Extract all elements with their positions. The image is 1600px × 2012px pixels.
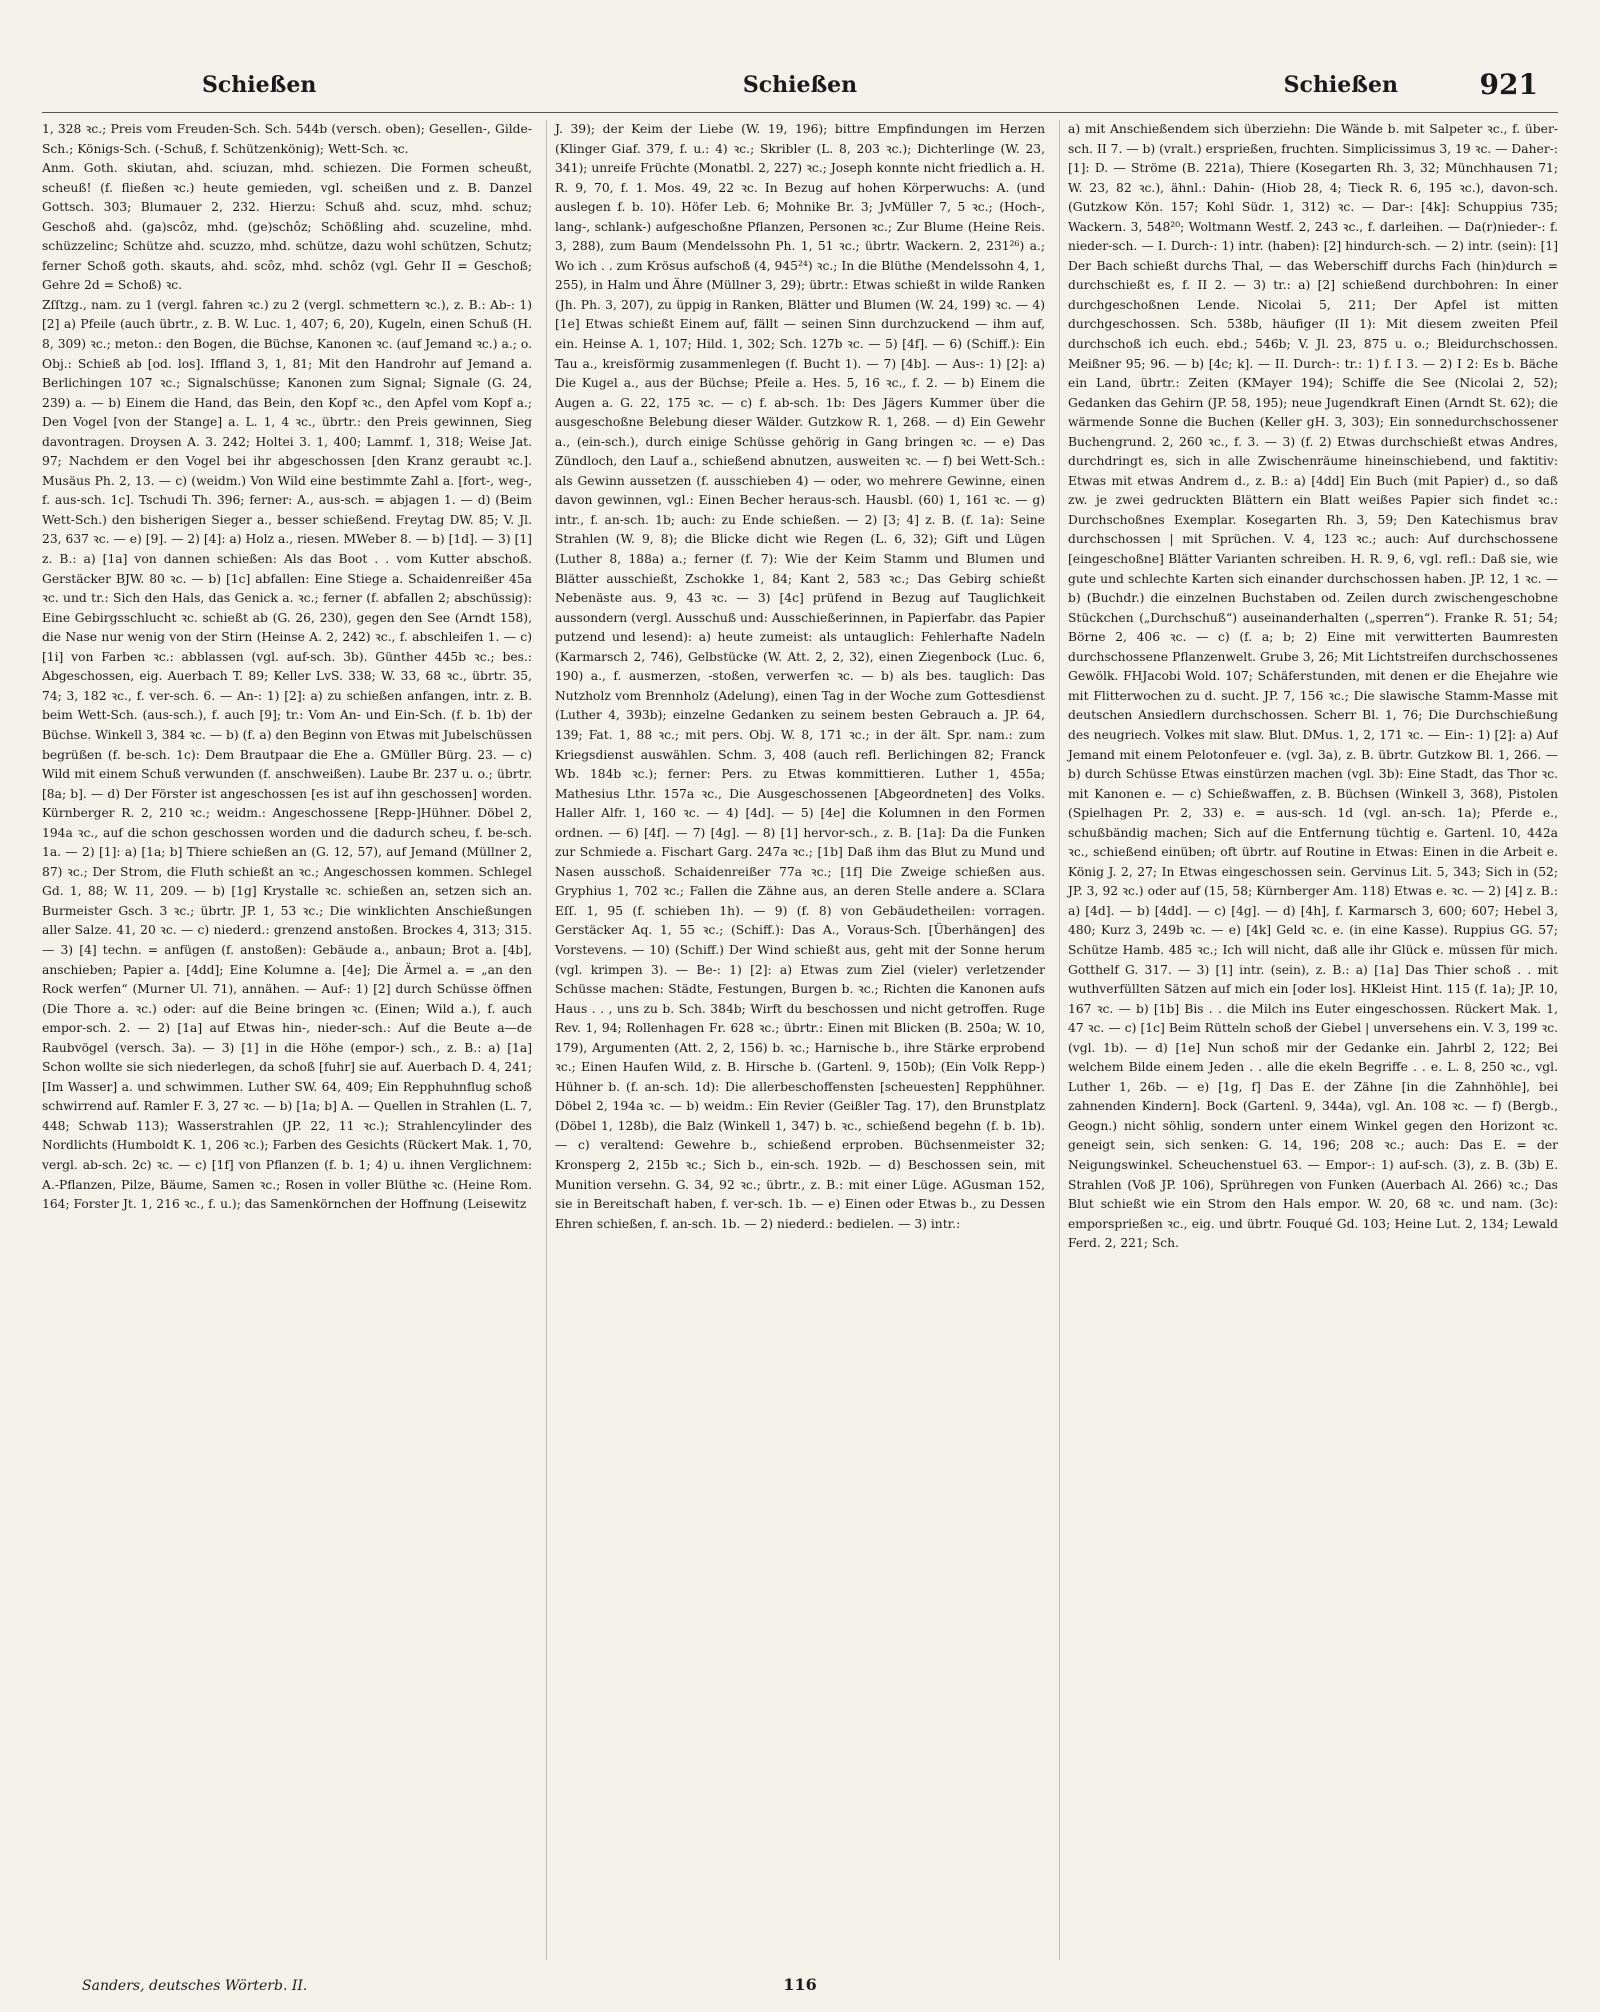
column-right <box>1059 120 1558 1960</box>
column-left <box>42 120 532 1960</box>
header-center-keyword: Schießen <box>742 72 858 98</box>
footer-signature-mark: 116 <box>783 1975 817 1994</box>
header-rule <box>42 112 1558 113</box>
footer-book-title: Sanders, deutsches Wörterb. II. <box>82 1978 308 1994</box>
page-number: 921 <box>1479 68 1538 101</box>
col3-para-1: a) mit Anschießendem sich überziehn: Die Wände b. mit Salpeter ꝛc., f. über-sch. II 7. — b) (vralt.) ersprießen, fruchten. Simplicissimus 3, 19 ꝛc. — Daher-: [1]: D. — Ströme (B. 221a), Thiere (Kosegarten Rh. 3, 32; Münchhausen 71; W. 23, 82 ꝛc.), ähnl.: Dahin- (Hiob 28, 4; Tieck R. 6, 195 ꝛc.), davon-sch. (Gutzkow Kön. 157; Kohl Südr. 1, 312) ꝛc. — Dar-: [4k]: Schuppius 735; Wackern. 3, 548²⁰; Woltmann Westf. 2, 243 ꝛc., f. darleihen. — Da(r)nieder-: f. nieder-sch. — I. Durch-: 1) intr. (haben): [2] hindurch-sch. — 2) intr. (sein): [1] Der Bach schießt durchs Thal, — das Weberschiff durchs Fach (hin)durch = durchschießt es, f. II 2. — 3) tr.: a) [2] schießend durchbohren: In einer durchgeschoßnen Lende. Nicolai 5, 211; Der Apfel ist mitten durchgeschossen. Sch. 538b, häufiger (II 1): Mit diesem zweiten Pfeil durchschoß ich euch. ebd.; 546b; V. Jl. 23, 875 u. o.; Bleidurchschossen. Meißner 95; 96. — b) [4c; k]. — II. Durch-: tr.: 1) f. I 3. — 2) I 2: Es b. Bäche ein Land, übrtr.: Zeiten (KMayer 194); Schiffe die See (Nicolai 2, 52); Gedanken das Gehirn (JP. 58, 195); neue Jugendkraft Einen (Arndt St. 62); die wärmende Sonne die Buchen (Keller gH. 3, 303); Ein sonnedurchschossener Buchengrund. 2, 260 ꝛc., f. 3. — 3) (f. 2) Etwas durchschießt etwas Andres, durchdringt es, sich in alle Zwischenräume hineinschiebend, und faktitiv: Etwas mit etwas Andrem d., z. B.: a) [4dd] Ein Buch (mit Papier) d., so daß zw. je zwei gedruckten Blättern ein Blatt weißes Papier sich findet ꝛc.: Durchschoßnes Exemplar. Kosegarten Rh. 3, 59; Den Katechismus brav durchschossen | mit Sprüchen. V. 4, 123 ꝛc.; auch: Auf durchschossene [eingeschoßne] Blätter Varianten schreiben. H. R. 9, 6, vgl. refl.: Daß sie, wie gute und schlechte Karten sich einander durchschossen haben. JP. 12, 1 ꝛc. — b) (Buchdr.) die einzelnen Buchstaben od. Zeilen durch zwischengeschobne Stückchen („Durchschuß“) auseinanderhalten („sperren“). Franke R. 51; 54; Börne 2, 406 ꝛc. — c) (f. a; b; 2) Eine mit verwitterten Baumresten durchschossene Pflanzenwelt. Grube 3, 26; Mit Lichtstreifen durchschossenes Gewölk. FHJacobi Wold. 107; Schäferstunden, mit denen er die Ehejahre wie mit Flitterwochen zu d. sucht. JP. 7, 156 ꝛc.; Die slawische Stamm-Masse mit deutschen Ansiedlern durchschossen. Scherr Bl. 1, 76; Die Durchschießung des neugriech. Volkes mit slaw. Blut. DMus. 1, 2, 171 ꝛc. — Ein-: 1) [2]: a) Auf Jemand mit einem Pelotonfeuer e. (vgl. 3a), z. B. übrtr. Gutzkow Bl. 1, 266. — b) durch Schüsse Etwas einstürzen machen (vgl. 3b): Eine Stadt, das Thor ꝛc. mit Kanonen e. — c) Schießwaffen, z. B. Büchsen (Winkell 3, 368), Pistolen (Spielhagen Pr. 2, 33) e. = aus-sch. 1d (vgl. an-sch. 1a); Pferde e., schußbändig machen; Sich auf die Entfernung tüchtig e. Gartenl. 10, 442a ꝛc., schießend einüben; oft übrtr. auf Routine in Etwas: Einen in die Arbeit e. König J. 2, 27; In Etwas eingeschossen sein. Gervinus Lit. 5, 343; Sich in (52; JP. 3, 92 ꝛc.) oder auf (15, 58; Kürnberger Am. 118) Etwas e. ꝛc. — 2) [4] z. B.: a) [4d]. — b) [4dd]. — c) [4g]. — d) [4h], f. Karmarsch 3, 600; 607; Hebel 3, 480; Kurz 3, 249b ꝛc. — e) [4k] Geld ꝛc. e. (in eine Kasse). Ruppius GG. 57; Schütze Hamb. 485 ꝛc.; Ich will nicht, daß alle ihr Glück e. müssen für mich. Gotthelf G. 317. — 3) [1] intr. (sein), z. B.: a) [1a] Das Thier schoß . . mit wuthverfüllten Sätzen auf mich ein [oder los]. HKleist Hint. 115 (f. 1a); JP. 10, 167 ꝛc. — b) [1b] Bis . . die Milch ins Euter eingeschossen. Rückert Mak. 1, 47 ꝛc. — c) [1c] Beim Rütteln schoß der Giebel | unversehens ein. V. 3, 199 ꝛc. (vgl. 1b). — d) [1e] Nun schoß mir der Gedanke ein. Jahrbl 2, 122; Bei welchem Bilde einem Jeden . . alle die ekeln Begriffe . . e. L. 8, 250 ꝛc., vgl. Luther 1, 26b. — e) [1g, f] Das E. der Zähne [in die Zahnhöhle], bei zahnenden Kindern]. Bock (Gartenl. 9, 344a), vgl. An. 108 ꝛc. — f) (Bergb., Geogn.) nicht söhlig, sondern unter einem Winkel gegen den Horizont ꝛc. geneigt sein, sich senken: G. 14, 196; 208 ꝛc.; auch: Das E. = der Neigungswinkel. Scheuchenstuel 63. — Empor-: 1) auf-sch. (3), z. B. (3b) E. Strahlen (Voß JP. 106), Sprühregen von Funken (Auerbach Al. 266) ꝛc.; Das Blut schießt wie ein Strom den Hals empor. W. 20, 68 ꝛc. und nam. (3c): emporsprießen ꝛc., eig. und übrtr. Fouqué Gd. 103; Heine Lut. 2, 134; Lewald Ferd. 2, 221; Sch. <box>1068 122 1558 1251</box>
header-right-keyword: Schießen <box>1283 72 1398 98</box>
text-columns <box>42 120 1558 1960</box>
col1-para-3: Zſſtzg., nam. zu 1 (vergl. fahren ꝛc.) zu 2 (vergl. schmettern ꝛc.), z. B.: Ab-: 1) [2] a) Pfeile (auch übrtr., z. B. W. Luc. 1, 407; 6, 20), Kugeln, einen Schuß (H. 8, 309) ꝛc.; meton.: den Bogen, die Büchse, Kanonen ꝛc. (auf Jemand ꝛc.) a.; o. Obj.: Schieß ab [od. los]. Iffland 3, 1, 81; Mit den Handrohr auf Jemand a. Berlichingen 107 ꝛc.; Signalschüsse; Kanonen zum Signal; Signale (G. 24, 239) a. — b) Einem die Hand, das Bein, den Kopf ꝛc., den Apfel vom Kopf a.; Den Vogel [von der Stange] a. L. 1, 4 ꝛc., übrtr.: den Preis gewinnen, Sieg davontragen. Droysen A. 3. 242; Holtei 3. 1, 400; Lammf. 1, 318; Weise Jat. 97; Nachdem er den Vogel bei ihr abgeschossen [den Kranz geraubt ꝛc.]. Musäus Ph. 2, 13. — c) (weidm.) Von Wild eine bestimmte Zahl a. [fort-, weg-, f. aus-sch. 1c]. Tschudi Th. 396; ferner: A., aus-sch. = abjagen 1. — d) (Beim Wett-Sch.) den bisherigen Sieger a., besser schießend. Freytag DW. 85; V. Jl. 23, 637 ꝛc. — e) [9]. — 2) [4]: a) Holz a., riesen. MWeber 8. — b) [1d]. — 3) [1] z. B.: a) [1a] von dannen schießen: Als das Boot . . vom Kutter abschoß. Gerstäcker BJW. 80 ꝛc. — b) [1c] abfallen: Eine Stiege a. Schaidenreißer 45a ꝛc. und tr.: Sich den Hals, das Genick a. ꝛc.; ferner (f. abfallen 2; abschüssig): Eine Gebirgsschlucht ꝛc. schießt ab (G. 26, 230), gegen den See (Arndt 158), die Nase nur wenig von der Stirn (Heinse A. 2, 242) ꝛc., f. abschleifen 1. — c) [1i] von Farben ꝛc.: abblassen (vgl. auf-sch. 3b). Günther 445b ꝛc.; bes.: Abgeschossen, eig. Auerbach T. 89; Keller LvS. 338; W. 33, 68 ꝛc., übrtr. 35, 74; 3, 182 ꝛc., f. ver-sch. 6. — An-: 1) [2]: a) zu schießen anfangen, intr. z. B. beim Wett-Sch. (aus-sch.), f. auch [9]; tr.: Vom An- und Ein-Sch. (f. b. 1b) der Büchse. Winkell 3, 384 ꝛc. — b) (f. a) den Beginn von Etwas mit Jubelschüssen begrüßen (f. be-sch. 1c): Dem Brautpaar die Ehe a. GMüller Bürg. 23. — c) Wild mit einem Schuß verwunden (f. anschweißen). Laube Br. 237 u. o.; übrtr. [8a; b]. — d) Der Förster ist angeschossen [es ist auf ihn geschossen] worden. Kürnberger R. 2, 210 ꝛc.; weidm.: Angeschossene [Repp-]Hühner. Döbel 2, 194a ꝛc., auf die schon geschossen worden und die dadurch scheu, f. be-sch. 1a. — 2) [1]: a) [1a; b] Thiere schießen an (G. 12, 57), auf Jemand (Müllner 2, 87) ꝛc.; Der Strom, die Fluth schießt an ꝛc.; Angeschossen kommen. Schlegel Gd. 1, 88; W. 11, 209. — b) [1g] Krystalle ꝛc. schießen an, setzen sich an. Burmeister Gsch. 3 ꝛc.; übrtr. JP. 1, 53 ꝛc.; Die winklichten Anschießungen aller Salze. 41, 20 ꝛc. — c) niederd.: grenzend anstoßen. Brockes 4, 313; 315. — 3) [4] techn. = anfügen (f. anstoßen): Gebäude a., anbaun; Brot a. [4b], anschieben; Papier a. [4dd]; Eine Kolumne a. [4e]; Die Ärmel a. = „an den Rock werfen“ (Murner Ul. 71), annähen. — Auf-: 1) [2] durch Schüsse öffnen (Die Thore a. ꝛc.) oder: auf die Beine bringen ꝛc. (Einen; Wild a.), f. auch empor-sch. 2. — 2) [1a] auf Etwas hin-, nieder-sch.: Auf die Beute a—de Raubvögel (versch. 3a). — 3) [1] in die Höhe (empor-) sch., z. B.: a) [1a] Schon wollte sie sich niederlegen, da schoß [fuhr] sie auf. Auerbach D. 4, 241; [Im Wasser] a. und schwimmen. Luther SW. 64, 409; Ein Repphuhnflug schoß schwirrend auf. Ramler F. 3, 27 ꝛc. — b) [1a; b] A. — Quellen in Strahlen (L. 7, 448; Schwab 113); Wasserstrahlen (JP. 22, 11 ꝛc.); Strahlencylinder des Nordlichts (Humboldt K. 1, 206 ꝛc.); Farben des Gesichts (Rückert Mak. 1, 70, vergl. ab-sch. 2c) ꝛc. — c) [1f] von Pflanzen (f. b. 1; 4) u. ihnen Verglichnem: A.-Pflanzen, Pilze, Bäume, Samen ꝛc.; Rosen in voller Blüthe ꝛc. (Heine Rom. 164; Forster Jt. 1, 216 ꝛc., f. u.); das Samenkörnchen der Hoffnung (Leisewitz <box>42 297 532 1212</box>
col1-para-2: Anm. Goth. skiutan, ahd. sciuzan, mhd. schiezen. Die Formen scheußt, scheuß! (f. fließen ꝛc.) heute gemieden, vgl. scheißen und z. B. Danzel Gottsch. 303; Blumauer 2, 232. Hierzu: Schuß ahd. scuz, mhd. schuz; Geschoß ahd. (ga)scôz, mhd. (ge)schôz; Schößling ahd. scuzeline, mhd. schüzzelinc; Schütze ahd. scuzzo, mhd. schütze, dazu wohl schützen, Schutz; ferner Schoß goth. skauts, ahd. scôz, mhd. schôz (vgl. Gehr II = Geschoß; Gehre 2d = Schoß) ꝛc. <box>42 161 532 293</box>
page-footer <box>42 1970 1558 1994</box>
header-left-keyword: Schießen <box>202 72 317 98</box>
col2-para-1: J. 39); der Keim der Liebe (W. 19, 196); bittre Empfindungen im Herzen (Klinger Giaf. 379, f. u.: 4) ꝛc.; Skribler (L. 8, 203 ꝛc.); Dichterlinge (W. 23, 341); unreife Früchte (Monatbl. 2, 227) ꝛc.; Joseph konnte nicht friedlich a. H. R. 9, 70, f. 1. Mos. 49, 22 ꝛc. In Bezug auf hohen Körperwuchs: A. (und auslegen f. b. 10). Höfer Leb. 6; Mohnike Br. 3; JvMüller 7, 5 ꝛc.; (Hoch-, lang-, schlank-) aufgeschoßne Pflanzen, Personen ꝛc.; Zur Blume (Heine Reis. 3, 288), zum Baum (Mendelssohn Ph. 1, 51 ꝛc.; übrtr. Wackern. 2, 231²⁶) a.; Wo ich . . zum Krösus aufschoß (4, 945²⁴) ꝛc.; In die Blüthe (Mendelssohn 4, 1, 255), in Halm und Ähre (Müllner 3, 29); übrtr.: Etwas schießt in wilde Ranken (Jh. Ph. 3, 207), zu üppig in Ranken, Blätter und Blumen (W. 24, 199) ꝛc. — 4) [1e] Etwas schießt Einem auf, fällt — seinen Sinn durchzuckend — ihm auf, ein. Heinse A. 1, 107; Hild. 1, 302; Sch. 127b ꝛc. — 5) [4f]. — 6) (Schiff.): Ein Tau a., kreisförmig zusammenlegen (f. Bucht 1). — 7) [4b]. — Aus-: 1) [2]: a) Die Kugel a., aus der Büchse; Pfeile a. Hes. 5, 16 ꝛc., f. 2. — b) Einem die Augen a. G. 22, 175 ꝛc. — c) f. ab-sch. 1b: Des Jägers Kummer über die ausgeschoßne Belebung dieser Wälder. Gutzkow R. 1, 268. — d) Ein Gewehr a., (ein-sch.), durch einige Schüsse gehörig in Gang bringen ꝛc. — e) Das Zündloch, den Lauf a., schießend abnutzen, ausweiten ꝛc. — f) bei Wett-Sch.: als Gewinn aussetzen (f. ausschieben 4) — oder, wo mehrere Gewinne, einen davon gewinnen, vgl.: Einen Becher heraus-sch. Hausbl. (60) 1, 161 ꝛc. — g) intr., f. an-sch. 1b; auch: zu Ende schießen. — 2) [3; 4] z. B. (f. 1a): Seine Strahlen (W. 9, 8); die Blicke dicht wie Regen (L. 6, 32); Gift und Lügen (Luther 8, 188a) a.; ferner (f. 7): Wie der Keim Stamm und Blumen und Blätter ausschießt, Zschokke 1, 84; Kant 2, 583 ꝛc.; Das Gebirg schießt Nebenäste aus. 9, 43 ꝛc. — 3) [4c] prüfend in Bezug auf Tauglichkeit aussondern (vergl. Ausschuß und: Ausschießerinnen, in Papierfabr. das Papier putzend und lesend): a) heute zumeist: als untauglich: Fehlerhafte Nadeln (Karmarsch 2, 746), Gelbstücke (W. Att. 2, 2, 32), einen Ziegenbock (Luc. 6, 190) a., f. ausmerzen, -stoßen, verwerfen ꝛc. — b) als bes. tauglich: Das Nutzholz vom Brennholz (Adelung), einen Tag in der Woche zum Gottesdienst (Luther 4, 393b); einzelne Gedanken zu seinem besten Gebrauch a. JP. 64, 139; Fat. 1, 88 ꝛc.; mit pers. Obj. W. 8, 171 ꝛc.; in der ält. Spr. nam.: zum Kriegsdienst auswählen. Schm. 3, 408 (auch refl. Berlichingen 82; Franck Wb. 184b ꝛc.); ferner: Pers. zu Etwas kommittieren. Luther 1, 455a; Mathesius Lthr. 157a ꝛc., Die Ausgeschossenen [Abgeordneten] des Volks. Haller Alfr. 1, 160 ꝛc. — 4) [4d]. — 5) [4e] die Kolumnen in den Formen ordnen. — 6) [4f]. — 7) [4g]. — 8) [1] hervor-sch., z. B. [1a]: Da die Funken zur Schmiede a. Fischart Garg. 247a ꝛc.; [1b] Daß ihm das Blut zu Mund und Nasen ausschoß. Schaidenreißer 77a ꝛc.; [1f] Die Zweige schießen aus. Gryphius 1, 702 ꝛc.; Fallen die Zähne aus, an deren Stelle andere a. SClara Eſſ. 1, 95 (f. schieben 1h). — 9) (f. 8) von Gebäudetheilen: vorragen. Gerstäcker Aq. 1, 55 ꝛc.; (Schiff.): Das A., Voraus-Sch. [Überhängen] des Vorstevens. — 10) (Schiff.) Der Wind schießt aus, geht mit der Sonne herum (vgl. krimpen 3). — Be-: 1) [2]: a) Etwas zum Ziel (vieler) verletzender Schüsse machen: Städte, Festungen, Burgen b. ꝛc.; Richten die Kanonen aufs Haus . . , uns zu b. Sch. 384b; Wirft du beschossen und nicht getroffen. Ruge Rev. 1, 94; Rollenhagen Fr. 628 ꝛc.; übrtr.: Einen mit Blicken (B. 250a; W. 10, 179), Argumenten (Att. 2, 2, 156) b. ꝛc.; Harnische b., ihre Stärke erprobend ꝛc.; Einen Haufen Wild, z. B. Hirsche b. (Gartenl. 9, 150b); (Ein Volk Repp-) Hühner b. (f. an-sch. 1d): Die allerbeschoffensten [scheuesten] Repphühner. Döbel 2, 194a ꝛc. — b) weidm.: Ein Revier (Geißler Tag. 17), den Brunstplatz (Döbel 1, 128b), die Balz (Winkell 1, 347) b. ꝛc., schießend begehn (f. b. 1b). — c) veraltend: Gewehre b., schießend erproben. Büchsenmeister 32; Kronsperg 2, 215b ꝛc.; Sich b., ein-sch. 192b. — d) Beschossen sein, mit Munition versehn. G. 34, 92 ꝛc.; übrtr., z. B.: mit einer Lüge. AGusman 152, sie in Bereitschaft haben, f. ver-sch. 1b. — e) Einen oder Etwas b., zu Dessen Ehren schießen, f. an-sch. 1b. — 2) niederd.: bedielen. — 3) intr.: <box>555 122 1045 1231</box>
column-middle <box>546 120 1045 1960</box>
running-header <box>42 68 1558 112</box>
col1-para-1: 1, 328 ꝛc.; Preis vom Freuden-Sch. Sch. 544b (versch. oben); Gesellen-, Gilde-Sch.; Königs-Sch. (-Schuß, f. Schützenkönig); Wett-Sch. ꝛc. <box>42 122 532 156</box>
